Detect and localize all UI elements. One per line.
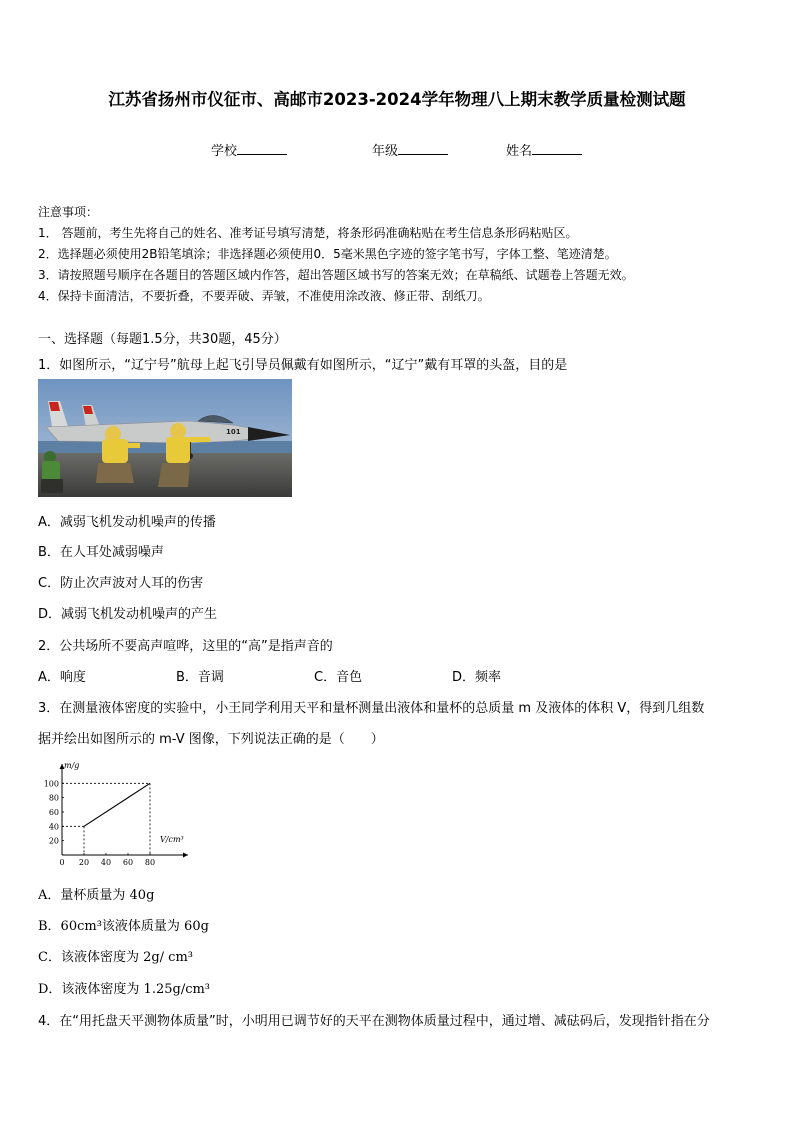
- y-tick-label: 40: [48, 822, 59, 832]
- x-tick-label: 80: [144, 858, 156, 867]
- q3-option-c[interactable]: C．该液体密度为 2g/ cm³: [38, 950, 194, 965]
- q1-option-a[interactable]: A．减弱飞机发动机噪声的传播: [38, 515, 216, 530]
- y-tick-label: 60: [48, 808, 59, 817]
- y-tick-label: 20: [48, 836, 59, 846]
- q3-mv-chart: [38, 758, 198, 870]
- q1-option-b[interactable]: B．在人耳处减弱噪声: [38, 545, 164, 560]
- q1-photo-aircraft-carrier: [38, 379, 292, 497]
- q3-option-d[interactable]: D．该液体密度为 1.25g/cm³: [38, 982, 211, 997]
- q2-option-b[interactable]: B．音调: [176, 670, 224, 685]
- q2-stem: 2．公共场所不要高声喧哗，这里的“高”是指声音的: [38, 639, 333, 654]
- q3-stem-line1: 3．在测量液体密度的实验中，小王同学利用天平和量杯测量出液体和量杯的总质量 m 及液体的体积 V，得到几组数: [38, 701, 705, 716]
- name-field[interactable]: [506, 140, 582, 159]
- grade-field[interactable]: [372, 140, 448, 159]
- q1-option-d[interactable]: D．减弱飞机发动机噪声的产生: [38, 607, 218, 622]
- mv-chart-svg: [38, 758, 198, 870]
- y-tick-label: 80: [48, 793, 59, 803]
- note-item-3: 3．请按照题号顺序在各题目的答题区域内作答，超出答题区域书写的答案无效；在草稿纸、试题卷上答题无效。: [38, 268, 634, 282]
- notes-heading: 注意事项：: [38, 205, 99, 219]
- q2-option-a[interactable]: A．响度: [38, 670, 86, 685]
- grade-label: 年级: [372, 144, 399, 159]
- page-title: 江苏省扬州市仪征市、高邮市2023-2024学年物理八上期末教学质量检测试题: [108, 90, 686, 109]
- jet-number: 101: [226, 428, 241, 436]
- q1-option-c[interactable]: C．防止次声波对人耳的伤害: [38, 576, 204, 591]
- y-tick-label: 100: [43, 779, 59, 789]
- grade-blank[interactable]: [398, 142, 448, 155]
- q3-stem-line2: 据并绘出如图所示的 m-V 图像，下列说法正确的是（ ）: [38, 732, 384, 747]
- mv-series-line: [84, 783, 150, 826]
- q3-option-a[interactable]: A．量杯质量为 40g: [38, 888, 155, 903]
- name-blank[interactable]: [532, 142, 582, 155]
- note-item-4: 4．保持卡面清洁，不要折叠，不要弄破、弄皱，不准使用涂改液、修正带、刮纸刀。: [38, 289, 490, 303]
- school-blank[interactable]: [237, 142, 287, 155]
- school-label: 学校: [211, 144, 238, 159]
- x-tick-label: 0: [59, 858, 65, 867]
- q4-stem: 4．在“用托盘天平测物体质量”时，小明用已调节好的天平在测物体质量过程中，通过增、减砝码后，发现指针指在分: [38, 1014, 710, 1029]
- x-axis-label: V/cm³: [160, 835, 184, 844]
- q3-option-b[interactable]: B．60cm³该液体质量为 60g: [38, 919, 209, 934]
- q1-stem: 1．如图所示，“辽宁号”航母上起飞引导员佩戴有如图所示，“辽宁”戴有耳罩的头盔，目的是: [38, 358, 568, 373]
- section-heading: 一、选择题（每题1.5分，共30题，45分）: [38, 332, 287, 347]
- q2-option-c[interactable]: C．音色: [314, 670, 363, 685]
- name-label: 姓名: [506, 144, 533, 159]
- y-axis-label: m/g: [64, 761, 80, 770]
- x-tick-label: 60: [122, 858, 134, 867]
- x-tick-label: 40: [100, 858, 112, 867]
- note-item-1: 1． 答题前，考生先将自己的姓名、准考证号填写清楚，将条形码准确粘贴在考生信息条形码粘贴区。: [38, 226, 578, 240]
- x-axis-arrow: [183, 853, 188, 858]
- x-tick-label: 20: [78, 858, 90, 867]
- q2-option-d[interactable]: D．频率: [452, 670, 502, 685]
- school-field[interactable]: [211, 140, 287, 159]
- note-item-2: 2．选择题必须使用2B铅笔填涂；非选择题必须使用0．5毫米黑色字迹的签字笔书写，字体工整、笔迹清楚。: [38, 247, 617, 261]
